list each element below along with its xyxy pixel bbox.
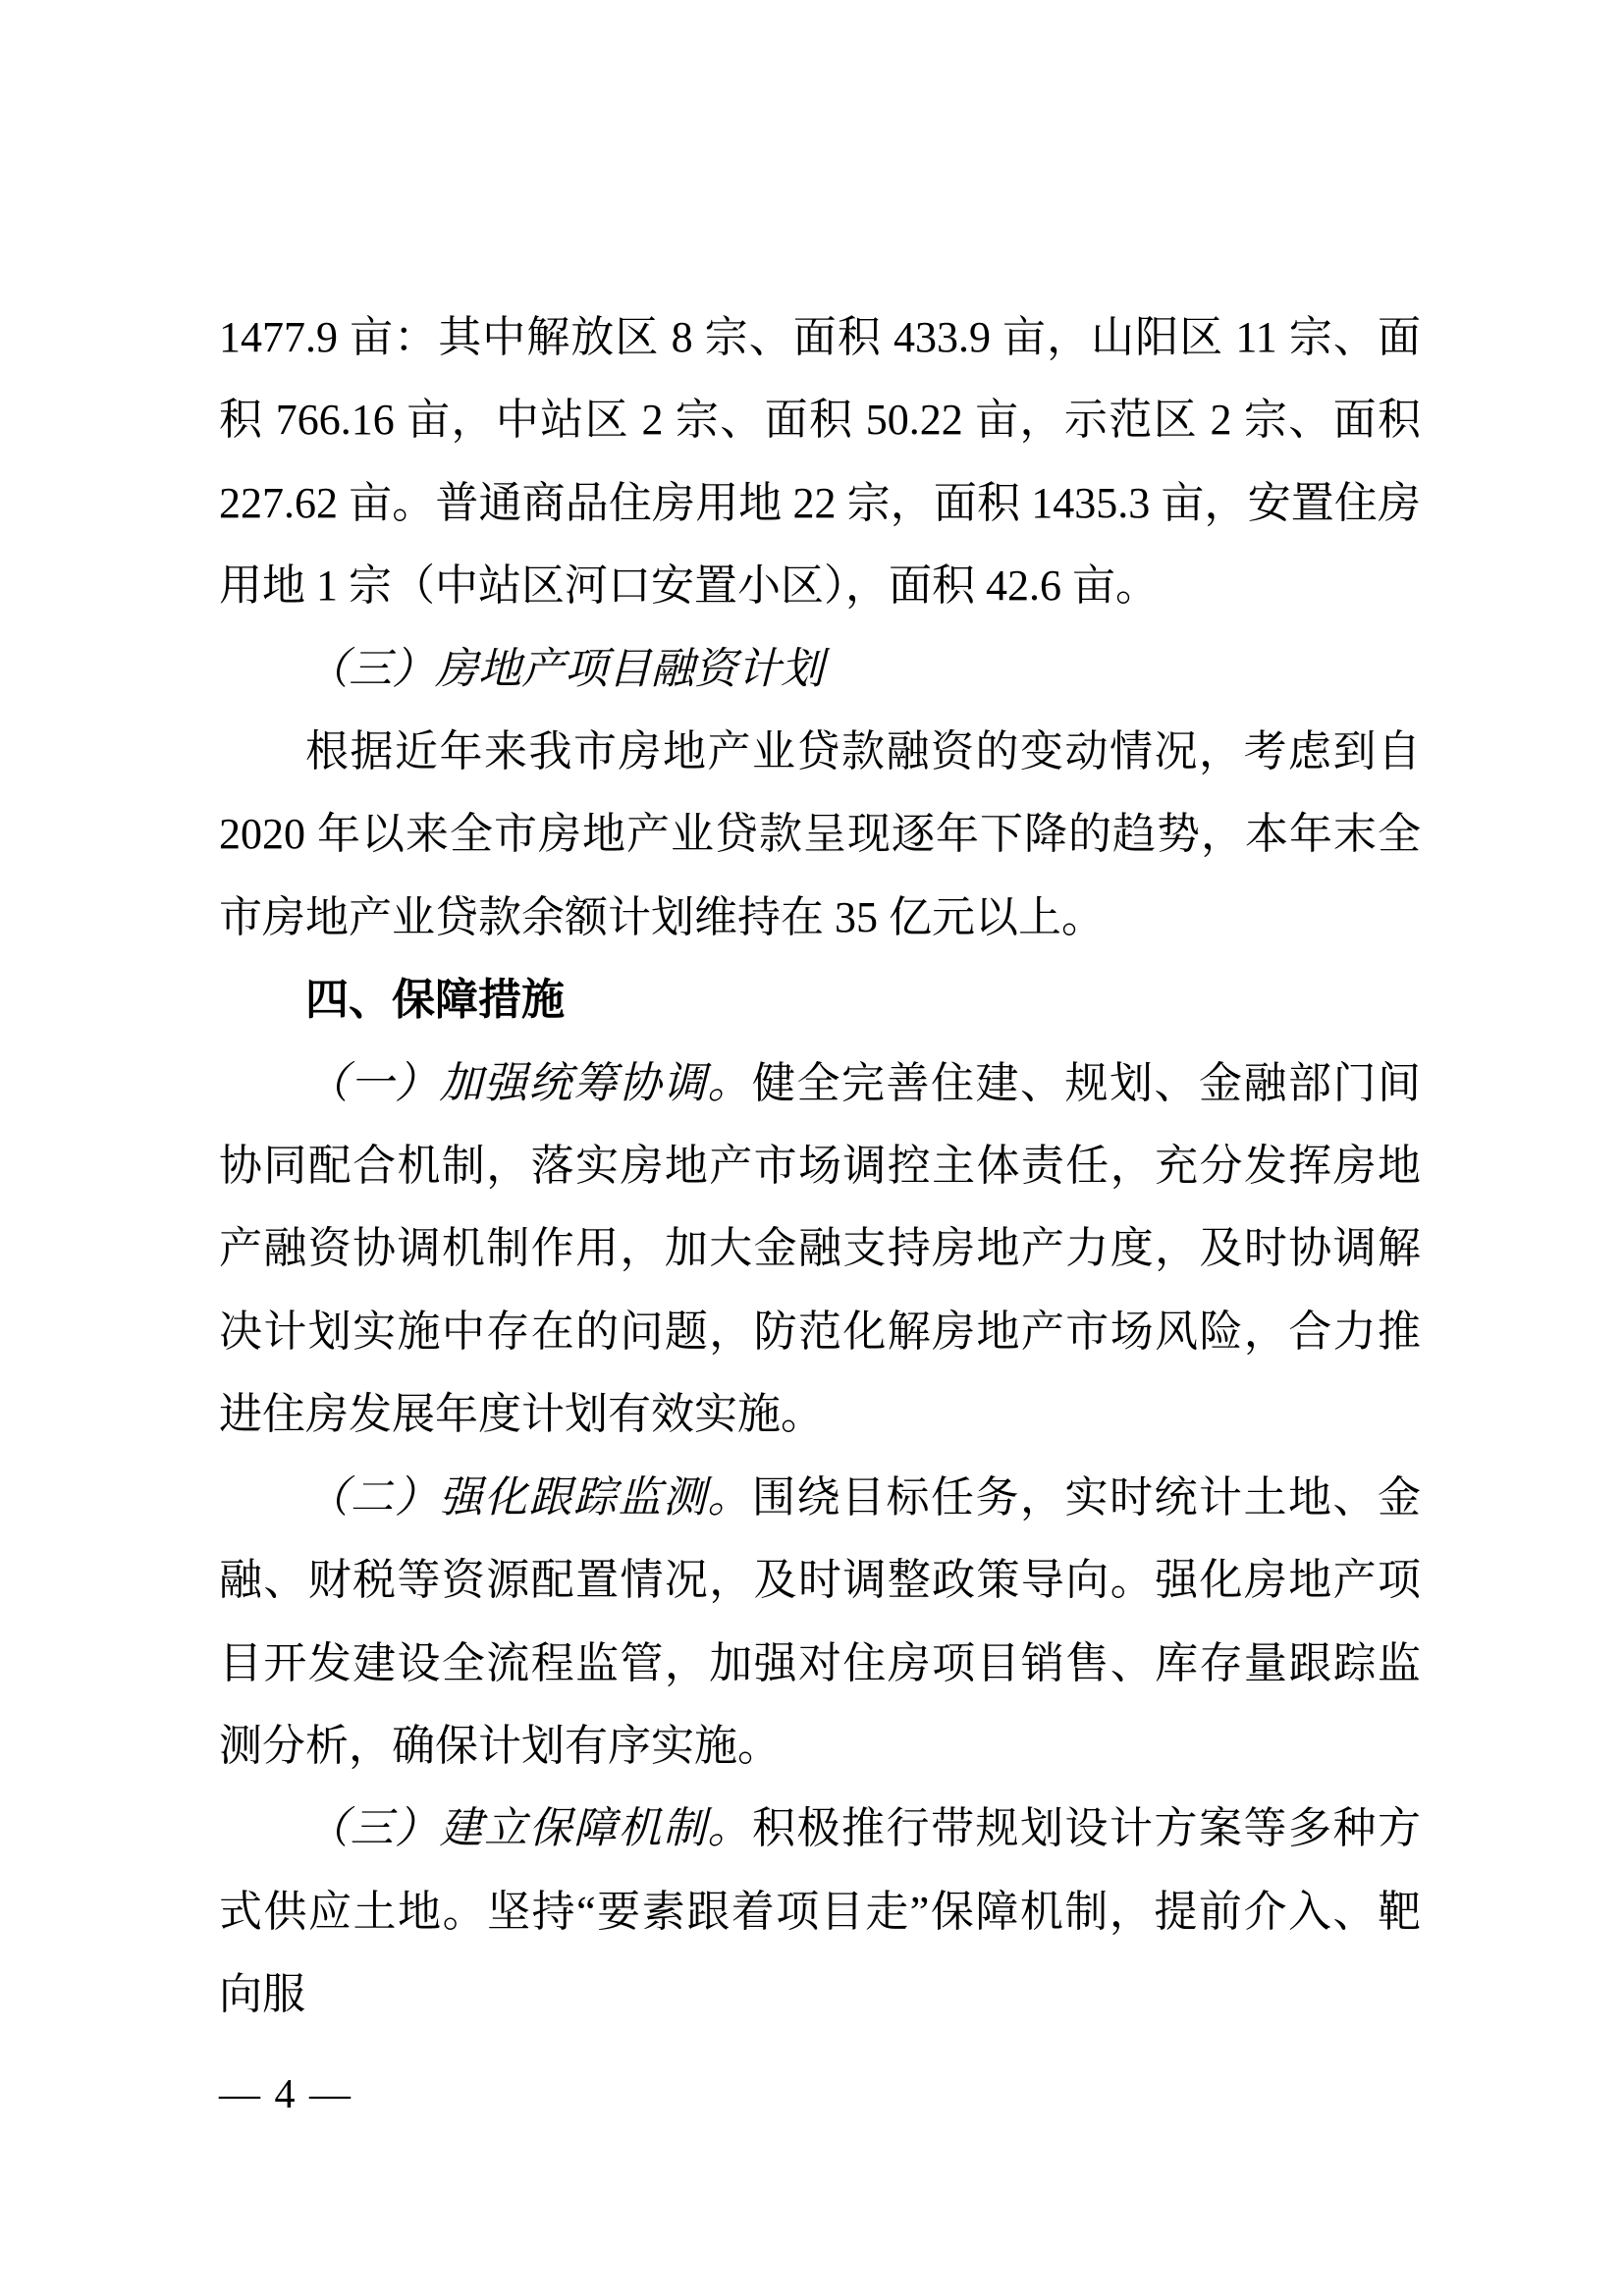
paragraph-text-coordination: 健全完善住建、规划、金融部门间协同配合机制，落实房地产市场调控主体责任，充分发挥房地产融资协调机制作用，加大金融支持房地产力度，及时协调解决计划实施中存在的问题，防范化解房地产市场风险，合力推进住房发展年度计划有效实施。 (219, 1058, 1421, 1439)
paragraph-lead-guarantee: （三）建立保障机制。 (305, 1804, 752, 1853)
paragraph-guarantee-mechanism (219, 1788, 1421, 2036)
paragraph-coordination (219, 1042, 1421, 1457)
paragraph-lead-coordination: （一）加强统筹协调。 (305, 1058, 752, 1107)
paragraph-lead-monitoring: （二）强化跟踪监测。 (305, 1472, 752, 1522)
subheading-financing-plan: （三）房地产项目融资计划 (305, 644, 824, 693)
paragraph-monitoring (219, 1457, 1421, 1789)
page-number: — 4 — (219, 2072, 352, 2117)
heading-safeguard-measures: 四、保障措施 (305, 976, 565, 1025)
paragraph-land-area-continuation: 1477.9 亩：其中解放区 8 宗、面积 433.9 亩，山阳区 11 宗、面积 766.16 亩，中站区 2 宗、面积 50.22 亩，示范区 2 宗、面积 227.62 亩。普通商品住房用地 22 宗，面积 1435.3 亩，安置住房用地 1 宗（中站区河口安置小区），面积 42.6 亩。 (219, 313, 1421, 611)
paragraph-loan-balance: 根据近年来我市房地产业贷款融资的变动情况，考虑到自 2020 年以来全市房地产业贷款呈现逐年下降的趋势，本年末全市房地产业贷款余额计划维持在 35 亿元以上。 (219, 727, 1421, 941)
paragraph-text-guarantee: 积极推行带规划设计方案等多种方式供应土地。坚持“要素跟着项目走”保障机制，提前介入、靶向服 (219, 1804, 1421, 2019)
paragraph-text-monitoring: 围绕目标任务，实时统计土地、金融、财税等资源配置情况，及时调整政策导向。强化房地产项目开发建设全流程监管，加强对住房项目销售、库存量跟踪监测分析，确保计划有序实施。 (219, 1472, 1421, 1770)
document-body (219, 296, 1421, 2037)
